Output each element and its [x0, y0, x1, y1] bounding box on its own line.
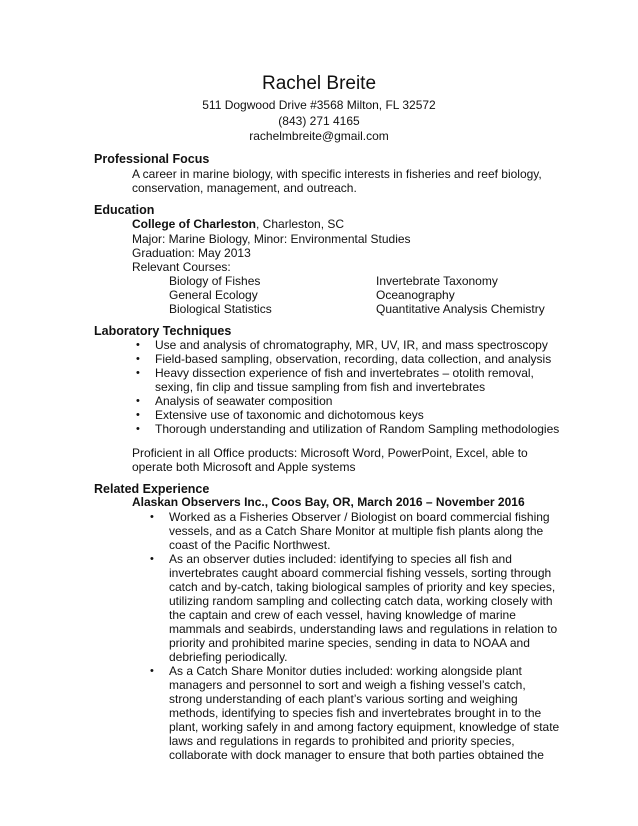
- job-bullet-line: invertebrates caught aboard commercial fishing vessels, sorting through: [169, 566, 552, 580]
- lab-bullet-line: Analysis of seawater composition: [155, 394, 333, 408]
- college-location: , Charleston, SC: [256, 217, 345, 231]
- job-bullet-line: strong understanding of each plant’s various sorting and weighing: [169, 692, 518, 706]
- college: [132, 217, 344, 231]
- section-heading-related-experience: Related Experience: [94, 482, 210, 496]
- course: Oceanography: [376, 288, 455, 302]
- job-bullet-line: priority and prohibited marine species, sending in data to NOAA and: [169, 636, 530, 650]
- job-bullet-line: catch and by-catch, taking biological samples of priority and key species,: [169, 580, 556, 594]
- job-bullet-line: Worked as a Fisheries Observer / Biologist on board commercial fishing: [169, 510, 550, 524]
- courses-label: Relevant Courses:: [132, 260, 231, 274]
- course: Invertebrate Taxonomy: [376, 274, 498, 288]
- lab-bullet-line: sexing, fin clip and tissue sampling from fish and invertebrates: [155, 380, 486, 394]
- bullet-icon: •: [150, 553, 154, 565]
- job-bullet-line: methods, identifying to species fish and invertebrates brought in to the: [169, 706, 542, 720]
- candidate-name: Rachel Breite: [261, 73, 377, 94]
- job-bullet-line: plant, working safely in and among factory equipment, knowledge of state: [169, 720, 560, 734]
- email-address: rachelmbreite@gmail.com: [249, 129, 389, 143]
- lab-bullet-line: Heavy dissection experience of fish and invertebrates – otolith removal,: [155, 366, 534, 380]
- bullet-icon: •: [136, 353, 140, 365]
- course: General Ecology: [169, 288, 258, 302]
- office-skills-line: operate both Microsoft and Apple systems: [132, 460, 356, 474]
- focus-line: conservation, management, and outreach.: [132, 181, 357, 195]
- major: Major: Marine Biology, Minor: Environmental Studies: [132, 232, 411, 246]
- lab-bullet-line: Extensive use of taxonomic and dichotomous keys: [155, 408, 424, 422]
- focus-line: A career in marine biology, with specific interests in fisheries and reef biology,: [132, 167, 542, 181]
- lab-bullet-line: Field-based sampling, observation, recording, data collection, and analysis: [155, 352, 552, 366]
- job-title: Alaskan Observers Inc., Coos Bay, OR, March 2016 – November 2016: [132, 495, 525, 509]
- lab-bullet-line: Thorough understanding and utilization of Random Sampling methodologies: [155, 422, 560, 436]
- bullet-icon: •: [136, 423, 140, 435]
- job-bullet-line: As an observer duties included: identifying to species all fish and: [169, 552, 512, 566]
- section-heading-professional-focus: Professional Focus: [94, 152, 210, 166]
- graduation: Graduation: May 2013: [132, 246, 251, 260]
- bullet-icon: •: [136, 395, 140, 407]
- bullet-icon: •: [150, 511, 154, 523]
- job-bullet-line: As a Catch Share Monitor duties included: working alongside plant: [169, 664, 522, 678]
- course: Biological Statistics: [169, 302, 272, 316]
- job-bullet-line: laws and regulations in regards to prohibited and priority species,: [169, 734, 515, 748]
- job-bullet-line: mammals and seabirds, understanding laws and regulations in relation to: [169, 622, 558, 636]
- job-bullet-line: collaborate with dock manager to ensure that both parties obtained the: [169, 748, 544, 762]
- address: 511 Dogwood Drive #3568 Milton, FL 32572: [202, 98, 436, 112]
- job-bullet-line: the captain and crew of each vessel, having knowledge of marine: [169, 608, 516, 622]
- college-name: College of Charleston: [132, 217, 257, 231]
- job-bullet-line: debriefing periodically.: [169, 650, 288, 664]
- job-bullet-line: vessels, and as a Catch Share Monitor at multiple fish plants along the: [169, 524, 544, 538]
- section-heading-laboratory-techniques: Laboratory Techniques: [94, 324, 232, 338]
- section-heading-education: Education: [94, 203, 155, 217]
- job-bullet-line: coast of the Pacific Northwest.: [169, 538, 331, 552]
- office-skills-line: Proficient in all Office products: Microsoft Word, PowerPoint, Excel, able to: [132, 446, 528, 460]
- course: Biology of Fishes: [169, 274, 261, 288]
- job-bullet-line: managers and personnel to sort and weigh a fishing vessel’s catch,: [169, 678, 526, 692]
- bullet-icon: •: [136, 409, 140, 421]
- bullet-icon: •: [150, 665, 154, 677]
- lab-bullet-line: Use and analysis of chromatography, MR, UV, IR, and mass spectroscopy: [155, 338, 548, 352]
- bullet-icon: •: [136, 339, 140, 351]
- bullet-icon: •: [136, 367, 140, 379]
- phone-number: (843) 271 4165: [278, 114, 360, 128]
- job-bullet-line: utilizing random sampling and collecting catch data, working closely with: [169, 594, 553, 608]
- course: Quantitative Analysis Chemistry: [376, 302, 545, 316]
